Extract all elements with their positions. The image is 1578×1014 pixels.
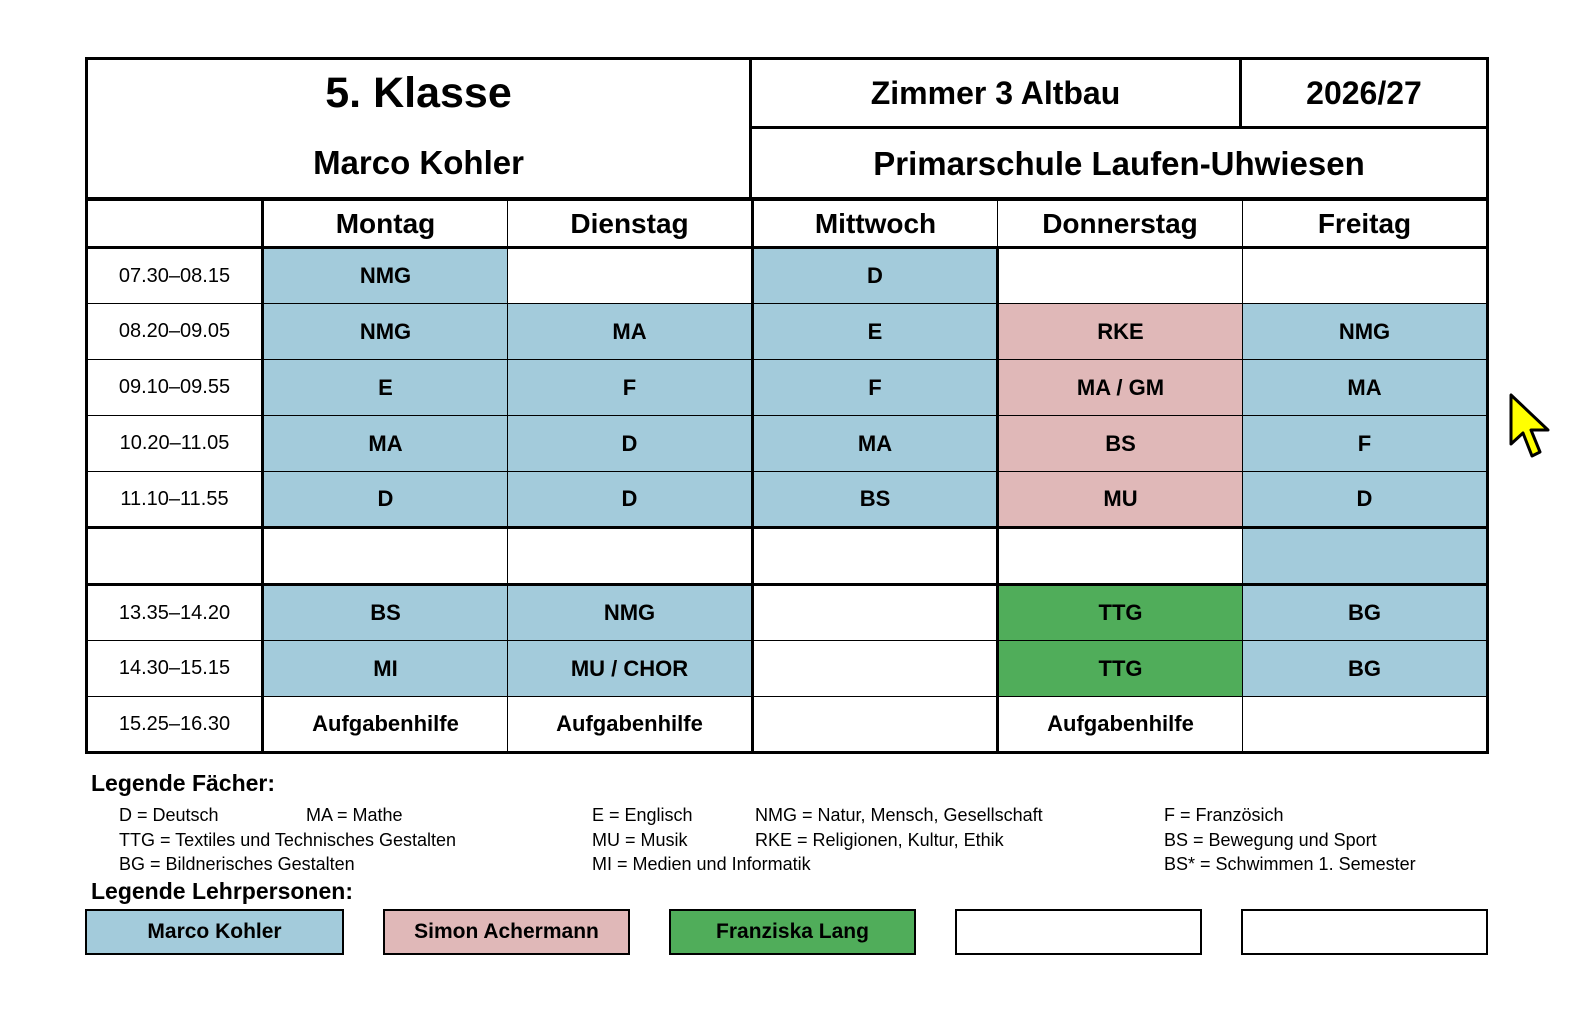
lesson-cell: MA <box>753 416 998 472</box>
lesson-cell: F <box>508 360 753 416</box>
lesson-cell <box>753 697 998 753</box>
lesson-cell: NMG <box>263 248 508 304</box>
arrow-pointer-icon <box>1508 392 1552 462</box>
time-slot: 11.10–11.55 <box>87 472 263 528</box>
lesson-cell <box>1243 697 1488 753</box>
lesson-cell: BS <box>263 585 508 641</box>
lesson-cell <box>753 641 998 697</box>
lesson-cell <box>753 528 998 585</box>
lesson-cell <box>1243 528 1488 585</box>
lesson-cell <box>508 248 753 304</box>
legend-item: NMG = Natur, Mensch, Gesellschaft <box>755 805 1043 825</box>
legend-item: TTG = Textiles und Technisches Gestalten <box>119 830 457 850</box>
school-year: 2026/27 <box>1306 74 1422 111</box>
lesson-cell <box>263 528 508 585</box>
lesson-cell <box>998 248 1243 304</box>
lesson-cell: D <box>1243 472 1488 528</box>
time-slot: 10.20–11.05 <box>87 416 263 472</box>
lesson-row <box>87 472 1488 528</box>
legend-subjects-title: Legende Fächer: <box>91 770 276 796</box>
lesson-cell: MU <box>998 472 1243 528</box>
lesson-cell: F <box>753 360 998 416</box>
lesson-cell: MA <box>263 416 508 472</box>
legend-item: BG = Bildnerisches Gestalten <box>119 854 355 874</box>
legend-item: F = Französich <box>1164 805 1284 825</box>
lesson-cell <box>1243 248 1488 304</box>
time-slot: 14.30–15.15 <box>87 641 263 697</box>
lesson-cell: D <box>263 472 508 528</box>
teacher-legend-marco-kohler: Marco Kohler <box>85 909 344 955</box>
lesson-cell: RKE <box>998 304 1243 360</box>
legend-item: MU = Musik <box>592 830 688 850</box>
lesson-row <box>87 697 1488 753</box>
lesson-row <box>87 416 1488 472</box>
time-slot <box>87 528 263 585</box>
corner-cell <box>87 200 263 248</box>
lesson-row <box>87 641 1488 697</box>
room-label: Zimmer 3 Altbau <box>870 74 1121 111</box>
lesson-cell: D <box>508 416 753 472</box>
lesson-cell: BG <box>1243 585 1488 641</box>
lesson-cell: TTG <box>998 641 1243 697</box>
legend-item: BS* = Schwimmen 1. Semester <box>1164 854 1416 874</box>
class-title: 5. Klasse <box>325 68 512 117</box>
legend-item: D = Deutsch <box>119 805 219 825</box>
lesson-cell: D <box>508 472 753 528</box>
lesson-cell: BS <box>998 416 1243 472</box>
lesson-cell: MA <box>508 304 753 360</box>
lesson-cell: NMG <box>263 304 508 360</box>
timetable-grid <box>85 198 1489 754</box>
time-slot: 09.10–09.55 <box>87 360 263 416</box>
lesson-cell: BS <box>753 472 998 528</box>
lesson-cell <box>998 528 1243 585</box>
day-header-dienstag: Dienstag <box>508 200 753 248</box>
lesson-row <box>87 585 1488 641</box>
lesson-cell: D <box>753 248 998 304</box>
legend-item: RKE = Religionen, Kultur, Ethik <box>755 830 1004 850</box>
legend-item: MA = Mathe <box>306 805 403 825</box>
day-header-mittwoch: Mittwoch <box>753 200 998 248</box>
day-header-donnerstag: Donnerstag <box>998 200 1243 248</box>
lesson-row <box>87 360 1488 416</box>
lesson-cell: Aufgabenhilfe <box>998 697 1243 753</box>
school-name: Primarschule Laufen-Uhwiesen <box>873 144 1365 182</box>
lesson-cell: BG <box>1243 641 1488 697</box>
class-teacher: Marco Kohler <box>313 144 524 181</box>
time-slot: 15.25–16.30 <box>87 697 263 753</box>
lesson-cell: MA <box>1243 360 1488 416</box>
day-header-freitag: Freitag <box>1243 200 1488 248</box>
legend-teachers-title: Legende Lehrpersonen: <box>91 878 353 904</box>
day-header-montag: Montag <box>263 200 508 248</box>
time-slot: 07.30–08.15 <box>87 248 263 304</box>
lesson-cell: MA / GM <box>998 360 1243 416</box>
lesson-cell: E <box>753 304 998 360</box>
lesson-cell: F <box>1243 416 1488 472</box>
lesson-cell <box>508 528 753 585</box>
lesson-cell: NMG <box>1243 304 1488 360</box>
lesson-cell: NMG <box>508 585 753 641</box>
time-slot: 08.20–09.05 <box>87 304 263 360</box>
break-row <box>87 528 1488 585</box>
lesson-row <box>87 304 1488 360</box>
time-slot: 13.35–14.20 <box>87 585 263 641</box>
day-header-row <box>87 200 1488 248</box>
lesson-cell: Aufgabenhilfe <box>508 697 753 753</box>
lesson-cell: MU / CHOR <box>508 641 753 697</box>
legend-item: MI = Medien und Informatik <box>592 854 811 874</box>
lesson-cell: E <box>263 360 508 416</box>
teacher-legend-empty <box>955 909 1202 955</box>
lesson-row <box>87 248 1488 304</box>
legend-item: E = Englisch <box>592 805 693 825</box>
lesson-cell: TTG <box>998 585 1243 641</box>
lesson-cell: MI <box>263 641 508 697</box>
teacher-legend-simon-achermann: Simon Achermann <box>383 909 630 955</box>
lesson-cell: Aufgabenhilfe <box>263 697 508 753</box>
lesson-cell <box>753 585 998 641</box>
teacher-legend-franziska-lang: Franziska Lang <box>669 909 916 955</box>
teacher-legend-empty <box>1241 909 1488 955</box>
legend-item: BS = Bewegung und Sport <box>1164 830 1377 850</box>
